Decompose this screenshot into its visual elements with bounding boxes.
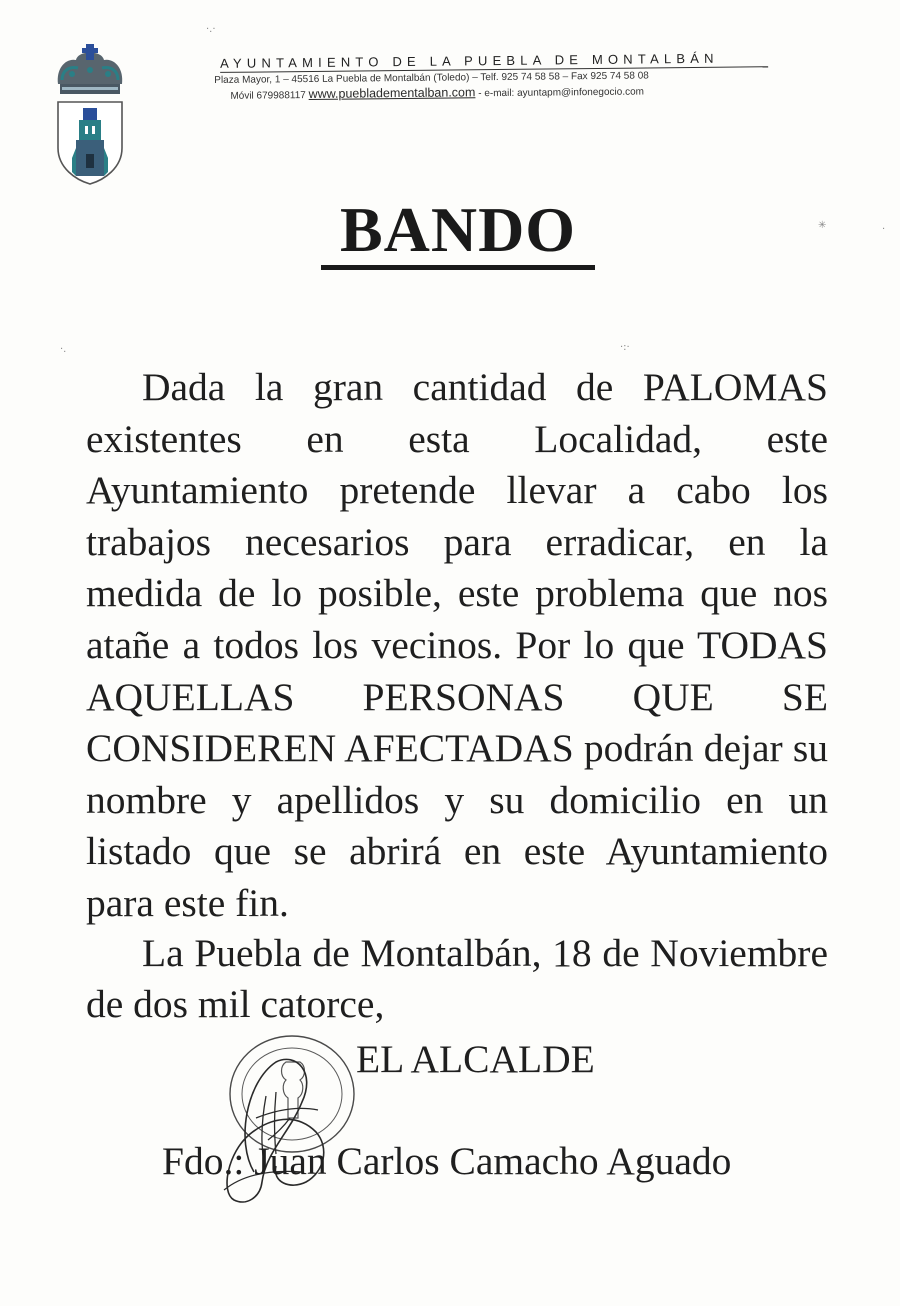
place-and-date: La Puebla de Montalbán, 18 de Noviembre de dos mil catorce, — [86, 931, 828, 1026]
scan-speck: ·:· — [620, 342, 630, 353]
scan-speck: · — [882, 224, 886, 235]
signatory-role: EL ALCALDE — [356, 1037, 595, 1081]
website-link[interactable]: www.puebladementalban.com — [308, 85, 476, 102]
scan-speck: ·. — [60, 344, 67, 355]
notice-title: BANDO — [339, 194, 577, 265]
address-line: Plaza Mayor, 1 – 45516 La Puebla de Montalbán (Toledo) – Telf. 925 74 58 58 – Fax 925 74 58 08 — [214, 70, 649, 86]
letterhead — [214, 50, 774, 104]
scan-speck: ·.· — [206, 24, 216, 35]
title-underline — [321, 265, 595, 270]
email-address: - e-mail: ayuntapm@infonegocio.com — [478, 86, 645, 100]
municipal-coat-of-arms-logo — [52, 40, 128, 186]
signed-by: Fdo.: Juan Carlos Camacho Aguado — [162, 1139, 732, 1183]
municipality-title: AYUNTAMIENTO DE LA PUEBLA DE MONTALBÁN — [220, 50, 768, 73]
mobile-number: Móvil 679988117 — [230, 90, 306, 102]
notice-body: Dada la gran cantidad de PALOMAS existentes en esta Localidad, este Ayuntamiento pretende llevar a cabo los trabajos necesarios para erradicar, en la medida de lo posible, este problema que nos atañe a todos los vecinos. Por lo que TODAS AQUELLAS PERSONAS QUE SE CONSIDEREN AFECTADAS podrán dejar su nombre y apellidos y su domicilio en un listado que se abrirá en este Ayuntamiento para este fin. — [86, 365, 828, 925]
scan-speck: ✳ — [818, 220, 827, 231]
